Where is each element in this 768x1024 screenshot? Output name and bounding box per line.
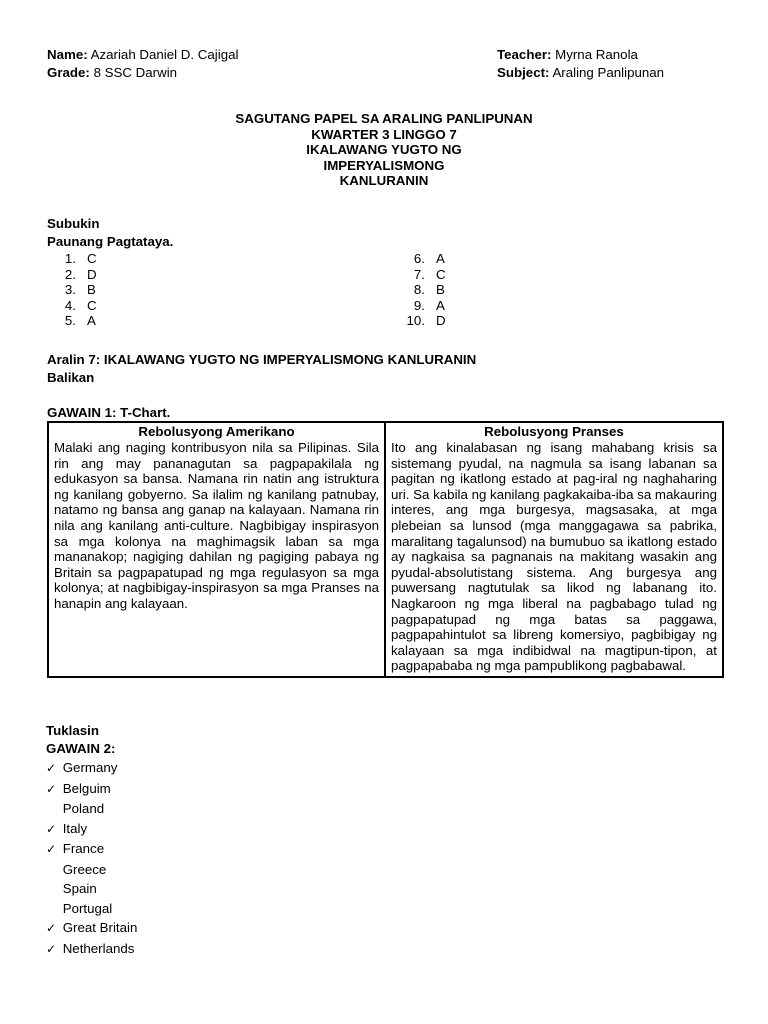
answer-item: 5. A [64,313,96,328]
subject-value: Araling Panlipunan [552,65,665,80]
country-item [46,799,137,819]
country-item [46,899,137,919]
checkmark-icon: ✓ [46,761,57,775]
gawain2-heading: GAWAIN 2: [46,741,116,756]
country-item [46,839,137,860]
country-checklist [46,758,137,959]
country-name: Great Britain [62,920,138,935]
tuklasin-heading: Tuklasin [46,723,99,738]
grade-value: 8 SSC Darwin [93,65,178,80]
country-item [46,879,137,899]
answer-item: 2. D [64,266,97,282]
t-chart-header-row [48,422,723,439]
title-line-2: KWARTER 3 LINGGO 7 [311,126,457,142]
grade-line [47,65,177,81]
checkmark-icon: ✓ [46,921,57,935]
country-name: Greece [62,861,107,877]
country-item [46,758,137,779]
teacher-line [497,47,638,63]
gawain1-heading: GAWAIN 1: T-Chart. [47,405,171,420]
teacher-name: Myrna Ranola [555,47,638,62]
country-name: Germany [62,760,118,775]
subject-line [497,65,664,81]
answers-left [54,251,97,329]
country-name: France [62,841,105,856]
t-chart-header-pranses: Rebolusyong Pranses [385,422,723,439]
answer-item: 9. A [413,297,445,313]
t-chart-body-row [48,439,723,677]
t-chart-cell-pranses: Ito ang kinalabasan ng isang mahabang krisis sa sistemang pyudal, na nagmula sa isang labanan sa pagitan ng ikatlong estado at pag-iral ng naghaharing uri. Sa kabila ng kanilang pagkakaiba-iba sa makauring interes, ang mga burgesya, magsasaka, at mga plebeian sa lunsod (mga manggagawa sa pabrika, maralitang tagalunsod) na bumubuo sa ikatlong estado ay nagkaisa sa pagnanais na makitang wasakin ang pyudal-absolutistang sistema. Ang burgesya ang puwersang nagtutulak sa likod ng labanang ito. Nagkaroon ng mga liberal na pagbabago tulad ng pagpapatupad ng mga batas sa paggawa, pagpapahintulot sa libreng komersiyo, pagbibigay ng kalayaan sa mga indibidwal na magtipun-tipon, at pagpapababa ng mga pampublikong pagbabawal. [385,439,723,677]
country-name: Spain [62,881,97,896]
answer-item: 4. C [64,297,97,313]
country-item [46,860,137,880]
subject-label: Subject: [497,65,550,80]
answer-item: 7. C [413,266,446,282]
title-line-3: IKALAWANG YUGTO NG [306,142,462,157]
t-chart-table [47,421,724,678]
country-item [46,779,137,800]
country-name: Portugal [62,900,113,916]
checkmark-icon: ✓ [46,821,57,836]
paunang-pagtataya-heading: Paunang Pagtataya. [47,234,174,249]
aralin-heading: Aralin 7: IKALAWANG YUGTO NG IMPERYALISMONG KANLURANIN [47,352,477,367]
checkmark-icon: ✓ [46,781,57,796]
answer-item: 6. A [413,251,445,266]
country-item [46,819,137,840]
country-name: Italy [62,820,88,836]
country-item [46,918,137,939]
teacher-label: Teacher: [497,47,552,62]
checkmark-icon: ✓ [46,941,57,956]
t-chart-header-amerikano: Rebolusyong Amerikano [48,422,385,439]
t-chart-cell-amerikano: Malaki ang naging kontribusyon nila sa Pilipinas. Sila rin ang may pananagutan sa pagpapakilala ng edukasyon sa bansa. Namana rin natin ang istruktura ng kanilang gobyerno. Sa ilalim ng kanilang patnubay, natamo ng bansa ang ganap na kalayaan. Namana rin nila ang kanilang anti-culture. Nagbibigay inspirasyon sa mga kolonya na maghimagsik laban sa mga mananakop; nagiging dahilan ng pagiging pabaya ng Britain sa pagpapatupad ng mga regulasyon sa mga kolonya; at nagbibigay-inspirasyon sa mga Pranses na hanapin ang kalayaan. [48,439,385,677]
answers-right [403,251,446,329]
title-line-4: IMPERYALISMONG [323,157,445,173]
name-label: Name: [47,47,88,62]
country-name: Poland [62,801,105,816]
country-item [46,939,137,960]
answer-item: 3. B [64,282,96,297]
answer-item: 8. B [413,282,445,297]
balikan-heading: Balikan [47,370,95,385]
country-name: Belguim [62,780,111,796]
document-title [0,111,768,189]
title-line-5: KANLURANIN [339,173,429,188]
checkmark-icon: ✓ [46,842,57,856]
student-name: Azariah Daniel D. Cajigal [90,47,239,62]
country-name: Netherlands [62,940,135,956]
answer-item: 1. C [64,251,97,266]
student-name-line [47,47,238,63]
grade-label: Grade: [47,65,90,80]
subukin-heading: Subukin [47,216,100,231]
answer-item: 10. D [406,313,446,328]
title-line-1: SAGUTANG PAPEL SA ARALING PANLIPUNAN [235,111,533,126]
